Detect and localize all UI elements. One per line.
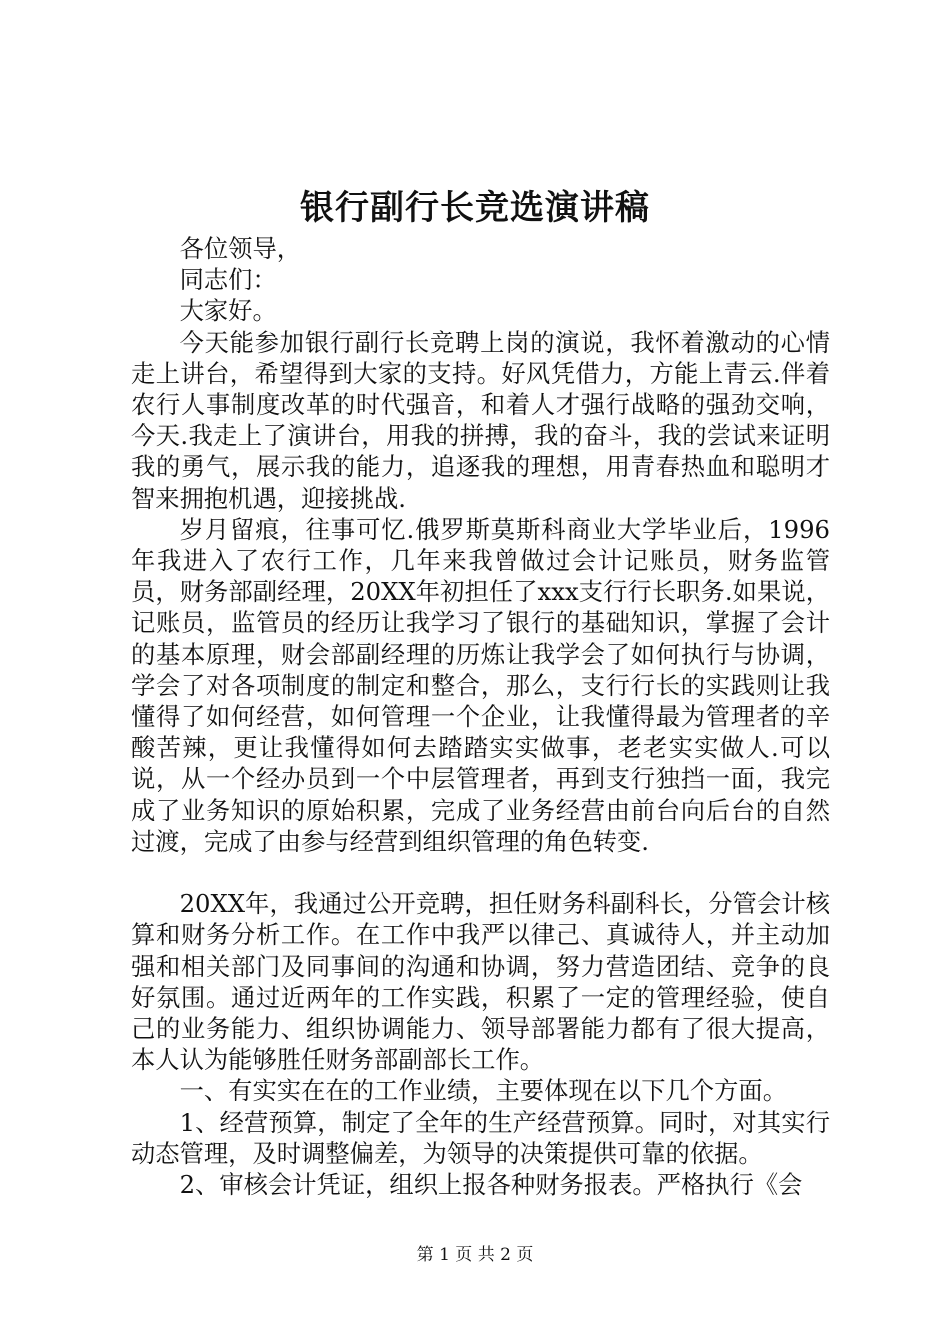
document-body xyxy=(131,233,830,1200)
list-item-audit: 2、审核会计凭证，组织上报各种财务报表。严格执行《会 xyxy=(179,1170,803,1200)
paragraph-finance-role: 20XX年，我通过公开竞聘，担任财务科副科长，分管会计核算和财务分析工作。在工作中我严以律己、真诚待人，并主动加强和相关部门及同事间的沟通和协调，努力营造团结、竞争的良好氛围。通过近两年的工作实践，积累了一定的管理经验，使自己的业务能力、组织协调能力、领导部署能力都有了很大提高，本人认为能够胜任财务部副部长工作。 xyxy=(131,889,830,1075)
list-item-budget: 1、经营预算，制定了全年的生产经营预算。同时，对其实行动态管理，及时调整偏差，为领导的决策提供可靠的依据。 xyxy=(131,1107,830,1168)
section-heading-achievements: 一、有实实在在的工作业绩，主要体现在以下几个方面。 xyxy=(179,1076,788,1106)
paragraph-spacer xyxy=(131,857,830,888)
page-footer: 第 1 页 共 2 页 xyxy=(416,1245,534,1265)
salutation-leaders: 各位领导， xyxy=(179,234,302,263)
salutation-comrades: 同志们： xyxy=(179,265,277,295)
greeting: 大家好。 xyxy=(179,296,277,326)
document-title: 银行副行长竞选演讲稿 xyxy=(300,188,650,228)
paragraph-intro: 今天能参加银行副行长竞聘上岗的演说，我怀着激动的心情走上讲台，希望得到大家的支持。好风凭借力，方能上青云.伴着农行人事制度改革的时代强音，和着人才强行战略的强劲交响，今天.我走上了演讲台，用我的拼搏，我的奋斗，我的尝试来证明我的勇气，展示我的能力，追逐我的理想，用青春热血和聪明才智来拥抱机遇，迎接挑战. xyxy=(131,327,830,513)
paragraph-career: 岁月留痕，往事可忆.俄罗斯莫斯科商业大学毕业后，1996年我进入了农行工作，几年来我曾做过会计记账员，财务监管员，财务部副经理，20XX年初担任了xxx支行行长职务.如果说，记账员，监管员的经历让我学习了银行的基础知识，掌握了会计的基本原理，财会部副经理的历炼让我学会了如何执行与协调，学会了对各项制度的制定和整合，那么，支行行长的实践则让我懂得了如何经营，如何管理一个企业，让我懂得最为管理者的辛酸苦辣，更让我懂得如何去踏踏实实做事，老老实实做人.可以说，从一个经办员到一个中层管理者，再到支行独挡一面，我完成了业务知识的原始积累，完成了业务经营由前台向后台的自然过渡，完成了由参与经营到组织管理的角色转变. xyxy=(131,514,830,856)
